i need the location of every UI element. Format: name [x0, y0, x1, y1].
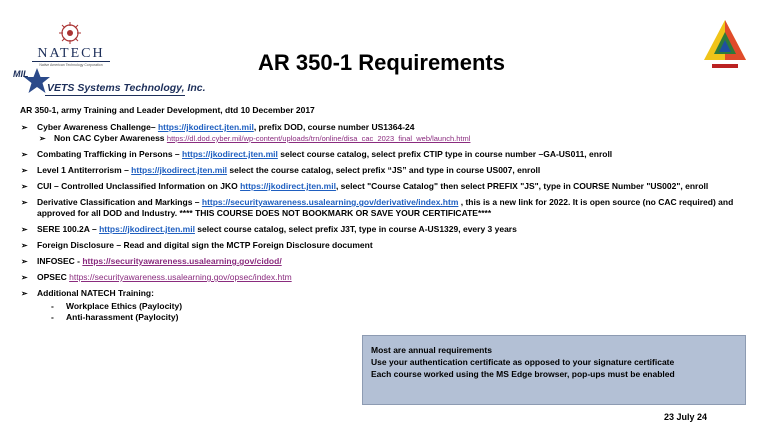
requirements-list — [20, 122, 750, 328]
regulation-header: AR 350-1, army Training and Leader Development, dtd 10 December 2017 — [20, 105, 315, 115]
slide-date: 23 July 24 — [664, 412, 708, 422]
list-item-cui — [20, 181, 750, 192]
sere-suffix: select course catalog, select prefix J3T, type in course A-US1329, every 3 years — [194, 224, 517, 234]
antiterrorism-prefix: Level 1 Antiterrorism – — [37, 165, 132, 175]
list-item-opsec — [20, 272, 750, 283]
foreign-text: Foreign Disclosure – Read and digital sign the MCTP Foreign Disclosure document — [37, 240, 373, 250]
notes-box — [362, 335, 746, 405]
antiterrorism-link[interactable]: https://jkodirect.jten.mil — [131, 165, 228, 175]
mil-text: MIL — [13, 69, 29, 79]
infosec-link[interactable]: https://securityawareness.usalearning.gov/cidod/ — [82, 256, 282, 266]
sere-prefix: SERE 100.2A – — [37, 224, 100, 234]
list-item-cyber — [20, 122, 750, 144]
derivative-prefix: Derivative Classification and Markings – — [37, 197, 202, 207]
list-item-trafficking — [20, 149, 750, 160]
note-line-3: Each course worked using the MS Edge browser, pop-ups must be enabled — [371, 369, 675, 379]
noncac-label: Non CAC Cyber Awareness — [54, 133, 167, 143]
derivative-link[interactable]: https://securityawareness.usalearning.gov/derivative/index.htm — [201, 197, 459, 207]
cyber-suffix: , prefix DOD, course number US1364-24 — [253, 122, 415, 132]
note-line-1: Most are annual requirements — [371, 345, 492, 355]
bullet-anti-harassment: - Anti-harassment (Paylocity) — [37, 312, 750, 323]
trafficking-link[interactable]: https://jkodirect.jten.mil — [182, 149, 278, 159]
list-item-additional — [20, 288, 750, 323]
trafficking-suffix: select course catalog, select prefix CTIP type in course number –GA-US011, enroll — [277, 149, 613, 159]
natech-subtitle: Native American Technology Corporation — [39, 63, 103, 67]
derivative-suffix: , this is a new link for 2022. It is open source (no CAC required) and approved for all DOD and Industry. **** THIS COURSE DOES NOT BOOKMARK OR SAVE YOUR CERTIFICATE**** — [37, 197, 734, 218]
list-item-sere — [20, 224, 750, 235]
cyber-prefix: Cyber Awareness Challenge– — [37, 122, 158, 132]
milvets-logo — [13, 67, 206, 97]
opsec-prefix: OPSEC — [37, 272, 70, 282]
milvets-underline — [45, 95, 185, 96]
additional-bullets — [37, 301, 750, 323]
note-line-2: Use your authentication certificate as opposed to your signature certificate — [371, 357, 675, 367]
list-item-derivative — [20, 197, 750, 219]
cyber-sub-list — [37, 133, 750, 144]
list-item-noncac — [37, 133, 750, 144]
cyber-link[interactable]: https://jkodirect.jten.mil — [157, 122, 254, 132]
page-title: AR 350-1 Requirements — [258, 50, 505, 75]
list-item-foreign — [20, 240, 750, 251]
list-item-antiterrorism — [20, 165, 750, 176]
vets-text: VETS Systems Technology, Inc. — [47, 82, 206, 94]
natech-rule — [32, 61, 110, 62]
noncac-link[interactable]: https://dl.dod.cyber.mil/wp-content/uploads/trn/online/disa_cac_2023_final_web/launch.html — [166, 134, 471, 143]
triangle-emblem-icon — [702, 18, 748, 78]
infosec-prefix: INFOSEC - — [37, 256, 83, 266]
natech-logo — [26, 22, 116, 70]
antiterrorism-suffix: select the course catalog, select prefix “JS” and type in course US007, enroll — [227, 165, 541, 175]
natech-emblem-icon — [58, 22, 82, 44]
natech-wordmark: NATECH — [37, 46, 105, 61]
cui-suffix: , select "Course Catalog" then select PREFIX "JS", type in COURSE Number "US002", enroll — [335, 181, 709, 191]
cui-link[interactable]: https://jkodirect.jten.mil — [240, 181, 336, 191]
trafficking-prefix: Combating Trafficking in Persons – — [37, 149, 182, 159]
opsec-link[interactable]: https://securityawareness.usalearning.gov/opsec/index.htm — [69, 272, 292, 282]
cui-prefix: CUI – Controlled Unclassified Information on JKO — [37, 181, 241, 191]
bullet-workplace-ethics: - Workplace Ethics (Paylocity) — [37, 301, 750, 312]
additional-label: Additional NATECH Training: — [37, 288, 154, 298]
list-item-infosec — [20, 256, 750, 267]
sere-link[interactable]: https://jkodirect.jten.mil — [99, 224, 195, 234]
